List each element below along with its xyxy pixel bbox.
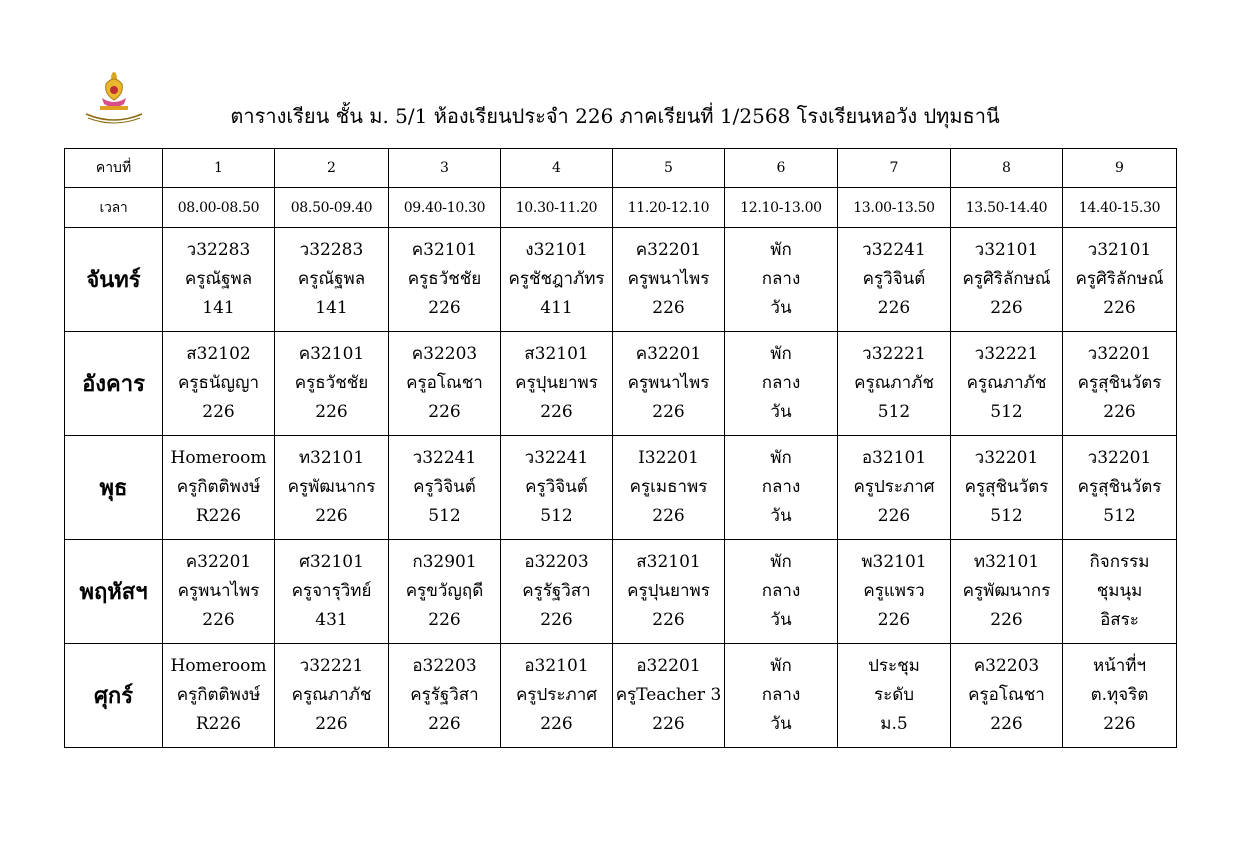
schedule-cell — [163, 436, 275, 540]
cell-content — [838, 652, 950, 739]
cell-line-room: R226 — [195, 506, 242, 526]
cell-line-room: 226 — [652, 298, 685, 318]
schedule-cell — [725, 436, 838, 540]
schedule-cell — [501, 540, 613, 644]
schedule-cell — [613, 540, 725, 644]
cell-line-course: ส32101 — [524, 344, 589, 364]
cell-content — [389, 236, 500, 323]
cell-line-teacher: ครูรัฐวิสา — [410, 685, 479, 705]
cell-line-room: 512 — [877, 402, 911, 422]
schedule-cell — [1063, 644, 1177, 748]
cell-line-teacher: ครูจารุวิทย์ — [291, 581, 372, 601]
time-label: เวลา — [65, 188, 163, 228]
day-name: จันทร์ — [65, 228, 163, 332]
schedule-cell — [1063, 436, 1177, 540]
cell-line-room: 512 — [1103, 506, 1136, 526]
period-number: 8 — [951, 149, 1063, 188]
cell-line-teacher: ครูพนาไพร — [177, 581, 260, 601]
cell-line-teacher: ครูปุนยาพร — [627, 581, 710, 601]
cell-content — [613, 652, 724, 739]
cell-line-room: 512 — [540, 506, 573, 526]
cell-line-teacher: ครูพนาไพร — [627, 373, 710, 393]
cell-line-teacher: ชุมนุม — [1096, 581, 1143, 601]
schedule-cell — [725, 540, 838, 644]
cell-content — [389, 340, 500, 427]
cell-line-teacher: กลาง — [761, 269, 801, 289]
schedule-cell — [951, 436, 1063, 540]
cell-line-course: พัก — [770, 240, 792, 260]
schedule-cell — [951, 332, 1063, 436]
cell-line-teacher: ครูชัชฎาภัทร — [508, 269, 605, 289]
cell-content — [725, 340, 837, 427]
cell-line-course: พัก — [770, 656, 792, 676]
cell-content — [389, 652, 500, 739]
cell-line-room: 226 — [990, 298, 1023, 318]
schedule-cell — [275, 332, 389, 436]
schedule-cell — [275, 644, 389, 748]
cell-content — [951, 652, 1062, 739]
period-header-row — [65, 149, 1177, 188]
schedule-cell — [838, 228, 951, 332]
cell-line-room: 226 — [428, 714, 461, 734]
cell-line-room: วัน — [770, 506, 792, 526]
cell-line-teacher: ครูวิจินต์ — [525, 477, 588, 497]
cell-content — [951, 548, 1062, 635]
cell-line-course: ประชุม — [868, 656, 920, 676]
cell-line-teacher: ครูกิตติพงษ์ — [176, 477, 261, 497]
schedule-cell — [501, 644, 613, 748]
cell-line-teacher: ครูสุชินวัตร — [1077, 477, 1162, 497]
schedule-cell — [163, 228, 275, 332]
cell-content — [501, 340, 612, 427]
cell-content — [725, 548, 837, 635]
cell-line-room: 226 — [1103, 714, 1136, 734]
cell-content — [613, 444, 724, 531]
cell-line-room: 226 — [428, 402, 461, 422]
cell-line-room: 512 — [428, 506, 461, 526]
schedule-cell — [275, 436, 389, 540]
schedule-cell — [275, 540, 389, 644]
cell-content — [389, 444, 500, 531]
cell-line-course: ส32102 — [186, 344, 251, 364]
schedule-cell — [1063, 540, 1177, 644]
cell-line-teacher: กลาง — [761, 685, 801, 705]
cell-line-room: 512 — [990, 402, 1023, 422]
cell-line-course: อ32203 — [524, 552, 589, 572]
timetable — [64, 148, 1177, 748]
school-logo — [80, 70, 146, 128]
cell-line-room: 226 — [315, 506, 348, 526]
cell-line-teacher: ครูสุชินวัตร — [964, 477, 1049, 497]
cell-line-teacher: ครูธนัญญา — [177, 373, 259, 393]
cell-line-room: 226 — [540, 402, 573, 422]
cell-line-room: 226 — [202, 610, 235, 630]
cell-content — [389, 548, 500, 635]
period-label: คาบที่ — [65, 149, 163, 188]
cell-line-room: 226 — [202, 402, 235, 422]
cell-line-course: หน้าที่ฯ — [1092, 656, 1147, 676]
time-slot: 09.40-10.30 — [389, 188, 501, 228]
period-number: 9 — [1063, 149, 1177, 188]
period-number: 4 — [501, 149, 613, 188]
cell-line-teacher: ครูศิริลักษณ์ — [962, 269, 1051, 289]
cell-line-teacher: ครูพัฒนากร — [962, 581, 1051, 601]
cell-line-room: วัน — [770, 714, 792, 734]
cell-line-course: พัก — [770, 552, 792, 572]
period-number: 3 — [389, 149, 501, 188]
cell-line-course: อ32101 — [861, 448, 927, 468]
day-row — [65, 436, 1177, 540]
cell-line-teacher: ครูTeacher 3 — [615, 685, 722, 705]
cell-line-course: I32201 — [638, 448, 699, 468]
time-slot: 08.00-08.50 — [163, 188, 275, 228]
schedule-cell — [951, 644, 1063, 748]
cell-content — [725, 444, 837, 531]
cell-line-course: ง32101 — [525, 240, 588, 260]
cell-content — [275, 340, 388, 427]
cell-line-room: 411 — [540, 298, 573, 318]
cell-line-teacher: ครูวิจินต์ — [413, 477, 476, 497]
cell-line-course: อ32203 — [412, 656, 477, 676]
cell-line-room: วัน — [770, 402, 792, 422]
cell-line-teacher: ครูอโณชา — [406, 373, 483, 393]
schedule-cell — [163, 540, 275, 644]
schedule-cell — [389, 436, 501, 540]
cell-line-room: 226 — [877, 610, 911, 630]
cell-line-course: ว32201 — [974, 448, 1039, 468]
cell-line-course: ว32241 — [524, 448, 589, 468]
cell-line-teacher: ครูประภาศ — [853, 477, 935, 497]
cell-line-course: ค32201 — [635, 240, 702, 260]
cell-content — [613, 236, 724, 323]
cell-line-course: ก32901 — [412, 552, 477, 572]
cell-line-teacher: กลาง — [761, 581, 801, 601]
time-slot: 13.00-13.50 — [838, 188, 951, 228]
cell-line-course: ว32283 — [186, 240, 251, 260]
cell-content — [163, 444, 274, 531]
cell-line-course: ว32241 — [862, 240, 926, 260]
schedule-cell — [613, 436, 725, 540]
cell-content — [838, 548, 950, 635]
cell-content — [951, 444, 1062, 531]
cell-line-room: 431 — [315, 610, 348, 630]
cell-line-room: 226 — [877, 506, 911, 526]
cell-line-teacher: ครูอโณชา — [968, 685, 1045, 705]
cell-content — [838, 236, 950, 323]
schedule-cell — [275, 228, 389, 332]
cell-line-room: 226 — [540, 714, 573, 734]
cell-line-room: วัน — [770, 298, 792, 318]
day-row — [65, 228, 1177, 332]
cell-line-room: 226 — [428, 298, 461, 318]
cell-content — [501, 236, 612, 323]
schedule-cell — [838, 332, 951, 436]
cell-line-course: กิจกรรม — [1089, 552, 1150, 572]
day-row — [65, 540, 1177, 644]
cell-content — [501, 548, 612, 635]
schedule-cell — [501, 228, 613, 332]
day-name: พุธ — [65, 436, 163, 540]
cell-line-course: ค32101 — [298, 344, 365, 364]
cell-line-course: ว32101 — [1087, 240, 1152, 260]
schedule-cell — [838, 540, 951, 644]
cell-line-course: ว32201 — [1087, 344, 1152, 364]
cell-line-teacher: ระดับ — [873, 685, 915, 705]
schedule-cell — [501, 436, 613, 540]
cell-line-course: ค32203 — [973, 656, 1040, 676]
cell-line-teacher: ครูพนาไพร — [627, 269, 710, 289]
schedule-cell — [838, 436, 951, 540]
schedule-cell — [613, 228, 725, 332]
cell-line-room: 226 — [1103, 298, 1136, 318]
cell-line-course: ค32201 — [635, 344, 702, 364]
schedule-cell — [1063, 228, 1177, 332]
cell-content — [501, 652, 612, 739]
cell-content — [838, 340, 950, 427]
cell-content — [725, 236, 837, 323]
day-name: พฤหัสฯ — [65, 540, 163, 644]
schedule-cell — [725, 228, 838, 332]
cell-line-room: 226 — [1103, 402, 1136, 422]
cell-line-room: 226 — [877, 298, 911, 318]
cell-line-course: ว32101 — [974, 240, 1039, 260]
cell-line-teacher: ครูธวัชชัย — [407, 269, 482, 289]
cell-line-course: ท32101 — [973, 552, 1040, 572]
cell-line-room: 226 — [652, 610, 685, 630]
day-name: อังคาร — [65, 332, 163, 436]
schedule-cell — [725, 332, 838, 436]
schedule-cell — [389, 332, 501, 436]
cell-line-room: 226 — [652, 402, 685, 422]
cell-line-course: ว32221 — [862, 344, 926, 364]
period-number: 7 — [838, 149, 951, 188]
cell-line-room: R226 — [195, 714, 242, 734]
schedule-cell — [389, 644, 501, 748]
cell-line-room: 226 — [428, 610, 461, 630]
cell-line-teacher: ครูพัฒนากร — [287, 477, 376, 497]
schedule-cell — [1063, 332, 1177, 436]
cell-content — [163, 652, 274, 739]
cell-line-course: พ32101 — [861, 552, 927, 572]
cell-line-course: ว32283 — [299, 240, 364, 260]
time-slot: 13.50-14.40 — [951, 188, 1063, 228]
cell-content — [1063, 340, 1176, 427]
cell-line-course: อ32201 — [636, 656, 701, 676]
cell-content — [163, 548, 274, 635]
cell-content — [1063, 236, 1176, 323]
cell-line-course: พัก — [770, 448, 792, 468]
cell-line-teacher: ครูณัฐพล — [297, 269, 366, 289]
cell-content — [613, 340, 724, 427]
period-number: 2 — [275, 149, 389, 188]
schedule-cell — [613, 332, 725, 436]
schedule-cell — [389, 540, 501, 644]
schedule-cell — [163, 332, 275, 436]
cell-line-room: 226 — [990, 714, 1023, 734]
cell-line-teacher: กลาง — [761, 477, 801, 497]
time-slot: 14.40-15.30 — [1063, 188, 1177, 228]
cell-line-teacher: ต.ทุจริต — [1090, 685, 1149, 705]
cell-line-course: ว32221 — [974, 344, 1039, 364]
time-header-row — [65, 188, 1177, 228]
cell-content — [725, 652, 837, 739]
cell-line-course: ค32201 — [185, 552, 252, 572]
cell-line-course: อ32101 — [524, 656, 589, 676]
cell-line-course: ว32241 — [412, 448, 477, 468]
cell-line-course: ว32221 — [299, 656, 364, 676]
cell-line-teacher: ครูณภาภัช — [854, 373, 934, 393]
cell-line-room: 226 — [315, 714, 348, 734]
cell-line-teacher: ครูณภาภัช — [291, 685, 372, 705]
cell-line-teacher: กลาง — [761, 373, 801, 393]
cell-line-course: ศ32101 — [299, 552, 364, 572]
schedule-cell — [951, 540, 1063, 644]
period-number: 1 — [163, 149, 275, 188]
cell-line-teacher: ครูกิตติพงษ์ — [176, 685, 261, 705]
cell-line-course: พัก — [770, 344, 792, 364]
cell-content — [613, 548, 724, 635]
cell-line-teacher: ครูวิจินต์ — [862, 269, 926, 289]
cell-content — [838, 444, 950, 531]
cell-line-room: 226 — [652, 714, 685, 734]
cell-line-room: 226 — [652, 506, 685, 526]
cell-line-course: ค32101 — [411, 240, 478, 260]
cell-line-teacher: ครูขวัญฤดี — [405, 581, 484, 601]
page-title: ตารางเรียน ชั้น ม. 5/1 ห้องเรียนประจำ 226 ภาคเรียนที่ 1/2568 โรงเรียนหอวัง ปทุมธานี — [230, 104, 1000, 128]
schedule-cell — [725, 644, 838, 748]
cell-line-teacher: ครูณภาภัช — [966, 373, 1047, 393]
time-slot: 12.10-13.00 — [725, 188, 838, 228]
cell-line-teacher: ครูแพรว — [863, 581, 925, 601]
time-slot: 11.20-12.10 — [613, 188, 725, 228]
cell-line-room: 512 — [990, 506, 1023, 526]
day-row — [65, 644, 1177, 748]
schedule-cell — [613, 644, 725, 748]
period-number: 6 — [725, 149, 838, 188]
day-name: ศุกร์ — [65, 644, 163, 748]
cell-content — [501, 444, 612, 531]
schedule-cell — [501, 332, 613, 436]
cell-line-teacher: ครูธวัชชัย — [294, 373, 369, 393]
schedule-cell — [389, 228, 501, 332]
cell-content — [275, 444, 388, 531]
cell-content — [951, 236, 1062, 323]
cell-line-room: 141 — [315, 298, 348, 318]
cell-line-room: ม.5 — [880, 714, 908, 734]
day-row — [65, 332, 1177, 436]
cell-content — [163, 340, 274, 427]
period-number: 5 — [613, 149, 725, 188]
cell-line-room: 141 — [202, 298, 235, 318]
cell-content — [1063, 652, 1176, 739]
cell-content — [275, 548, 388, 635]
cell-line-room: 226 — [315, 402, 348, 422]
cell-line-room: อิสระ — [1100, 610, 1139, 630]
cell-line-room: วัน — [770, 610, 792, 630]
cell-content — [275, 236, 388, 323]
cell-line-teacher: ครูศิริลักษณ์ — [1075, 269, 1164, 289]
cell-line-room: 226 — [990, 610, 1023, 630]
cell-line-teacher: ครูสุชินวัตร — [1077, 373, 1162, 393]
schedule-cell — [838, 644, 951, 748]
cell-line-course: ท32101 — [298, 448, 365, 468]
cell-line-teacher: ครูรัฐวิสา — [522, 581, 591, 601]
cell-content — [275, 652, 388, 739]
schedule-cell — [163, 644, 275, 748]
time-slot: 08.50-09.40 — [275, 188, 389, 228]
cell-line-course: ส32101 — [636, 552, 701, 572]
cell-line-teacher: ครูปุนยาพร — [515, 373, 598, 393]
cell-line-teacher: ครูณัฐพล — [184, 269, 253, 289]
cell-line-course: ว32201 — [1087, 448, 1152, 468]
cell-content — [1063, 548, 1176, 635]
cell-line-course: Homeroom — [170, 448, 267, 468]
schedule-cell — [951, 228, 1063, 332]
cell-line-teacher: ครูประภาศ — [515, 685, 598, 705]
time-slot: 10.30-11.20 — [501, 188, 613, 228]
cell-content — [951, 340, 1062, 427]
cell-line-course: ค32203 — [411, 344, 478, 364]
cell-content — [1063, 444, 1176, 531]
cell-line-teacher: ครูเมธาพร — [629, 477, 708, 497]
cell-content — [163, 236, 274, 323]
cell-line-room: 226 — [540, 610, 573, 630]
cell-line-course: Homeroom — [170, 656, 267, 676]
